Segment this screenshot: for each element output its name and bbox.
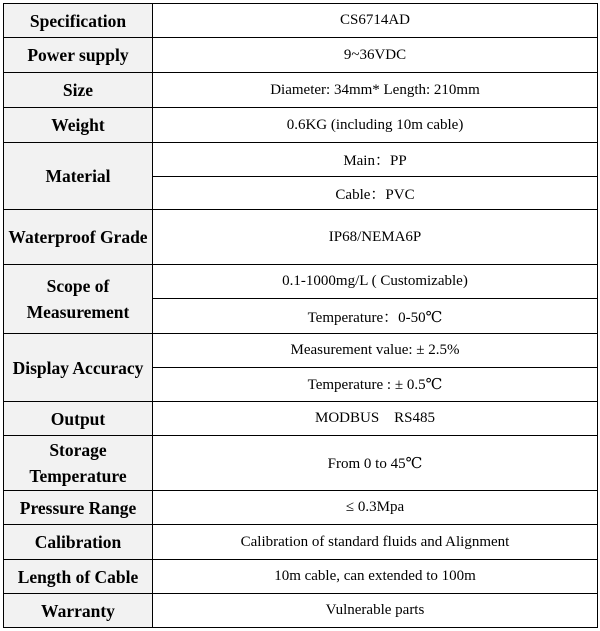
row-value: ≤ 0.3Mpa xyxy=(153,491,598,525)
table-row xyxy=(4,525,598,560)
row-label: Size xyxy=(4,73,153,108)
table-row xyxy=(4,594,598,628)
spec-table xyxy=(3,3,598,628)
row-label: Material xyxy=(4,143,153,210)
table-row xyxy=(4,334,598,368)
table-row xyxy=(4,4,598,38)
row-label: Waterproof Grade xyxy=(4,210,153,265)
table-row xyxy=(4,210,598,265)
row-value: MODBUS RS485 xyxy=(153,402,598,436)
row-value: Cable：PVC xyxy=(153,177,598,210)
row-label: Power supply xyxy=(4,38,153,73)
row-value: CS6714AD xyxy=(153,4,598,38)
table-row xyxy=(4,265,598,299)
table-row xyxy=(4,73,598,108)
row-value: 10m cable, can extended to 100m xyxy=(153,560,598,594)
row-label: Storage Temperature xyxy=(4,436,153,491)
row-value: 0.1-1000mg/L ( Customizable) xyxy=(153,265,598,299)
row-value: Temperature : ± 0.5℃ xyxy=(153,368,598,402)
row-label: Length of Cable xyxy=(4,560,153,594)
table-row xyxy=(4,108,598,143)
table-row xyxy=(4,38,598,73)
table-row xyxy=(4,560,598,594)
table-row xyxy=(4,143,598,177)
row-label: Output xyxy=(4,402,153,436)
row-value: 9~36VDC xyxy=(153,38,598,73)
row-label: Weight xyxy=(4,108,153,143)
row-value: IP68/NEMA6P xyxy=(153,210,598,265)
row-label: Scope of Measurement xyxy=(4,265,153,334)
row-value: Vulnerable parts xyxy=(153,594,598,628)
row-label: Calibration xyxy=(4,525,153,560)
row-label: Specification xyxy=(4,4,153,38)
row-value: Calibration of standard fluids and Alignment xyxy=(153,525,598,560)
row-label: Display Accuracy xyxy=(4,334,153,402)
row-value: From 0 to 45℃ xyxy=(153,436,598,491)
row-value: Diameter: 34mm* Length: 210mm xyxy=(153,73,598,108)
row-label: Pressure Range xyxy=(4,491,153,525)
row-value: Main：PP xyxy=(153,143,598,177)
row-value: Temperature：0-50℃ xyxy=(153,299,598,334)
row-value: Measurement value: ± 2.5% xyxy=(153,334,598,368)
table-row xyxy=(4,402,598,436)
row-label: Warranty xyxy=(4,594,153,628)
row-value: 0.6KG (including 10m cable) xyxy=(153,108,598,143)
table-row xyxy=(4,436,598,491)
table-row xyxy=(4,491,598,525)
